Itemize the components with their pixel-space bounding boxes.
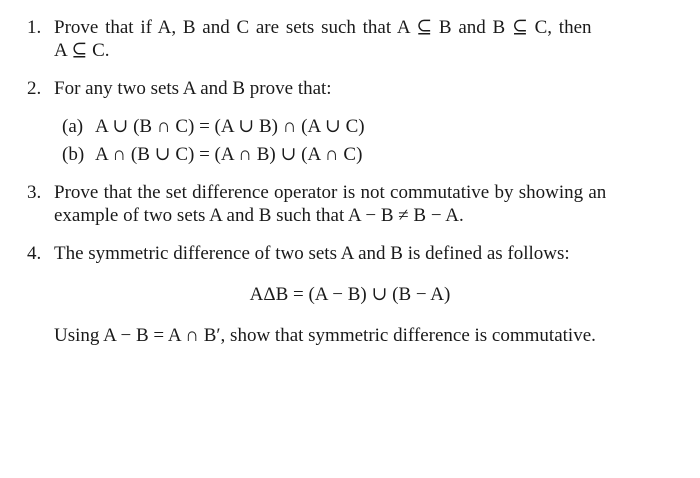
problem-4-follow-up: Using A − B = A ∩ B′, show that symmetric difference is commutative. (54, 325, 596, 346)
problem-2a-formula: A ∪ (B ∩ C) = (A ∪ B) ∩ (A ∪ C) (95, 116, 365, 137)
problem-1-number: 1. (27, 17, 42, 38)
problem-2-line-1: For any two sets A and B prove that: (54, 78, 332, 99)
problem-4-display-formula: AΔB = (A − B) ∪ (B − A) (249, 284, 451, 305)
problem-2b-label: (b) (62, 144, 85, 165)
problem-2a-label: (a) (62, 116, 84, 137)
problem-2-number: 2. (27, 78, 42, 99)
problem-3-number: 3. (27, 182, 42, 203)
problem-3-line-1: Prove that the set difference operator is not commutative by showing an (54, 182, 607, 203)
problem-1-line-1: Prove that if A, B and C are sets such that A ⊆ B and B ⊆ C, then (54, 17, 592, 38)
problem-1-line-2: A ⊆ C. (54, 40, 110, 61)
problem-4-number: 4. (27, 243, 42, 264)
problem-3-line-2: example of two sets A and B such that A − B ≠ B − A. (54, 205, 464, 226)
problem-4-line-1: The symmetric difference of two sets A and B is defined as follows: (54, 243, 570, 264)
problem-2b-formula: A ∩ (B ∪ C) = (A ∩ B) ∪ (A ∩ C) (95, 144, 363, 165)
